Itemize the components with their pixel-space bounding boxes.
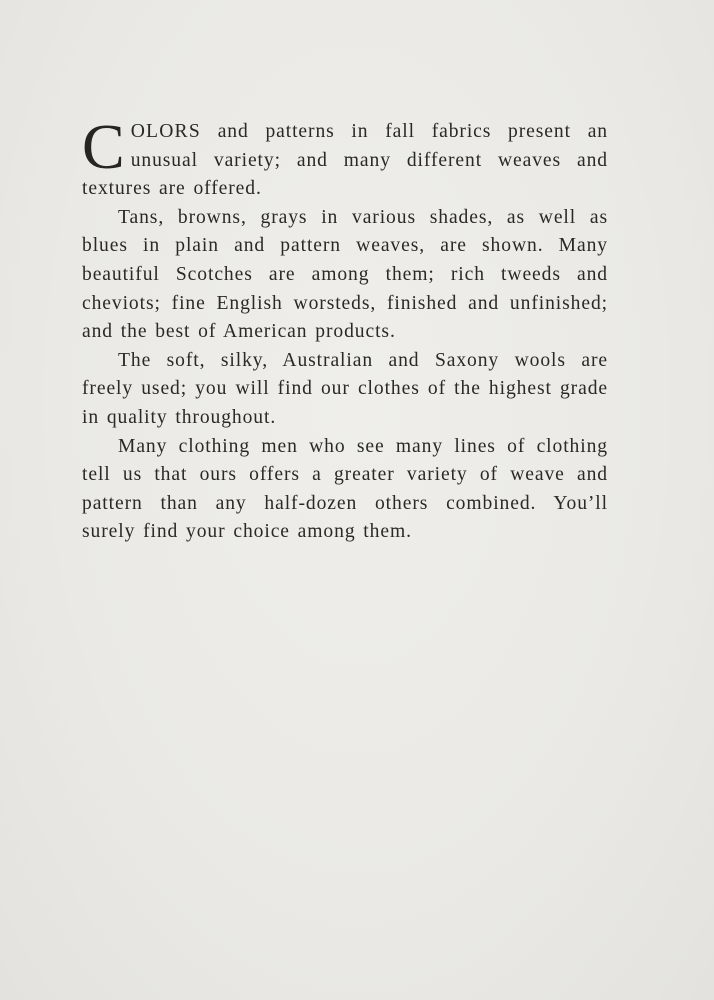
paragraph-colors bbox=[82, 111, 608, 204]
paragraph-shades: Tans, browns, grays in various shades, as well as blues in plain and pattern weaves, are shown. Many beautiful Scotches are among them; rich tweeds and cheviots; fine English worsteds, finished and unfinished; and the best of American products. bbox=[82, 206, 608, 343]
paragraph-text: and patterns in fall fabrics present an unusual variety; and many different weaves and textures are offered. bbox=[82, 121, 608, 200]
lead-word: OLORS bbox=[130, 121, 201, 142]
paragraph-wools: The soft, silky, Australian and Saxony wools are freely used; you will find our clothes of the highest grade in quality throughout. bbox=[82, 349, 608, 428]
body-text bbox=[82, 111, 608, 547]
drop-cap: C bbox=[82, 111, 125, 182]
paragraph-variety: Many clothing men who see many lines of clothing tell us that ours offers a greater variety of weave and pattern than any half-dozen others combined. You’ll surely find your choice among them. bbox=[82, 435, 608, 543]
